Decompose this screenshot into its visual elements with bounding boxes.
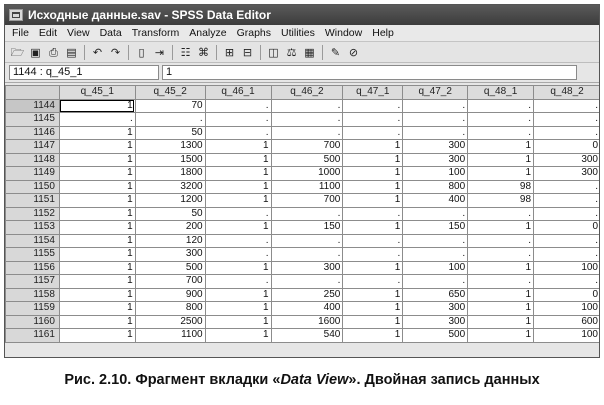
- menu-item-file[interactable]: File: [12, 27, 29, 39]
- table-row: [6, 113, 601, 127]
- data-cell[interactable]: .: [534, 113, 600, 127]
- data-cell[interactable]: 700: [271, 140, 343, 154]
- data-cell[interactable]: 1: [59, 153, 135, 167]
- data-cell[interactable]: 1: [343, 180, 403, 194]
- data-cell[interactable]: .: [468, 207, 534, 221]
- weight-cases-icon[interactable]: ⚖: [286, 45, 297, 59]
- data-cell[interactable]: 100: [403, 167, 468, 181]
- data-cell[interactable]: 1: [205, 140, 271, 154]
- data-cell[interactable]: 700: [135, 275, 205, 289]
- data-cell[interactable]: .: [343, 234, 403, 248]
- value-labels-icon[interactable]: ✎: [330, 45, 341, 59]
- dialog-recall-icon[interactable]: ▤: [66, 45, 77, 59]
- data-cell[interactable]: 500: [135, 261, 205, 275]
- data-cell[interactable]: 1300: [135, 140, 205, 154]
- table-row: [6, 140, 601, 154]
- data-cell[interactable]: 300: [403, 315, 468, 329]
- column-header-q-47-1[interactable]: q_47_1: [343, 86, 403, 100]
- data-cell[interactable]: 2500: [135, 315, 205, 329]
- data-cell[interactable]: 1: [205, 180, 271, 194]
- data-cell[interactable]: 250: [271, 288, 343, 302]
- data-cell[interactable]: 650: [403, 288, 468, 302]
- caption-suffix: ». Двойная запись данных: [348, 372, 540, 388]
- data-cell[interactable]: .: [343, 113, 403, 127]
- data-cell[interactable]: 120: [135, 234, 205, 248]
- data-cell[interactable]: 1: [468, 221, 534, 235]
- data-cell[interactable]: 1: [59, 99, 135, 113]
- data-cell[interactable]: .: [468, 126, 534, 140]
- data-cell[interactable]: 1: [205, 221, 271, 235]
- data-cell[interactable]: 500: [403, 329, 468, 343]
- data-cell[interactable]: 1: [59, 234, 135, 248]
- data-cell[interactable]: .: [468, 234, 534, 248]
- data-cell[interactable]: 1: [343, 302, 403, 316]
- row-number-cell[interactable]: 1146: [6, 126, 60, 140]
- data-cell[interactable]: .: [403, 207, 468, 221]
- row-number-cell[interactable]: 1144: [6, 99, 60, 113]
- find-icon[interactable]: ⌘: [198, 45, 209, 59]
- column-header-q-48-1[interactable]: q_48_1: [468, 86, 534, 100]
- data-cell[interactable]: 3200: [135, 180, 205, 194]
- data-cell[interactable]: 1500: [135, 153, 205, 167]
- select-cases-icon[interactable]: ▦: [304, 45, 315, 59]
- data-cell[interactable]: 98: [468, 180, 534, 194]
- save-icon[interactable]: ▣: [30, 45, 41, 59]
- data-cell[interactable]: .: [205, 113, 271, 127]
- data-cell[interactable]: 1: [468, 329, 534, 343]
- data-cell[interactable]: .: [271, 248, 343, 262]
- data-cell[interactable]: 98: [468, 194, 534, 208]
- data-cell[interactable]: 1: [205, 329, 271, 343]
- data-cell[interactable]: 1: [205, 261, 271, 275]
- column-header-q-46-1[interactable]: q_46_1: [205, 86, 271, 100]
- data-cell[interactable]: 1: [59, 167, 135, 181]
- data-cell[interactable]: 0: [534, 140, 600, 154]
- data-cell[interactable]: .: [271, 113, 343, 127]
- row-number-cell[interactable]: 1159: [6, 302, 60, 316]
- data-cell[interactable]: 1: [59, 180, 135, 194]
- row-number-cell[interactable]: 1152: [6, 207, 60, 221]
- menu-item-window[interactable]: Window: [324, 27, 363, 39]
- data-cell[interactable]: 1: [59, 140, 135, 154]
- data-cell[interactable]: .: [403, 275, 468, 289]
- row-number-cell[interactable]: 1158: [6, 288, 60, 302]
- data-cell[interactable]: 540: [271, 329, 343, 343]
- data-cell[interactable]: 1: [468, 140, 534, 154]
- data-cell[interactable]: .: [343, 126, 403, 140]
- spss-data-editor-window: [4, 4, 600, 358]
- data-cell[interactable]: 1100: [135, 329, 205, 343]
- split-file-icon[interactable]: ◫: [268, 45, 279, 59]
- row-number-cell[interactable]: 1149: [6, 167, 60, 181]
- toolbar-separator: [260, 45, 261, 60]
- data-cell[interactable]: 0: [534, 288, 600, 302]
- data-cell[interactable]: .: [271, 126, 343, 140]
- table-row: [6, 234, 601, 248]
- data-cell[interactable]: 1: [343, 153, 403, 167]
- table-row: [6, 180, 601, 194]
- menu-item-transform[interactable]: Transform: [131, 27, 180, 39]
- use-sets-icon[interactable]: ⊘: [348, 45, 359, 59]
- column-header-q-46-2[interactable]: q_46_2: [271, 86, 343, 100]
- open-icon[interactable]: 🗁: [10, 45, 25, 59]
- menu-item-utilities[interactable]: Utilities: [281, 27, 315, 39]
- data-cell[interactable]: .: [205, 99, 271, 113]
- data-cell[interactable]: 1: [343, 315, 403, 329]
- data-cell[interactable]: .: [403, 234, 468, 248]
- table-row: [6, 261, 601, 275]
- data-cell[interactable]: 150: [403, 221, 468, 235]
- data-cell[interactable]: .: [403, 113, 468, 127]
- insert-variable-icon[interactable]: ⊟: [242, 45, 253, 59]
- data-cell[interactable]: 1: [59, 261, 135, 275]
- data-grid-container: [5, 85, 600, 343]
- data-cell[interactable]: 1: [59, 194, 135, 208]
- data-cell[interactable]: .: [534, 126, 600, 140]
- data-cell[interactable]: 100: [534, 329, 600, 343]
- cell-editor-bar: [5, 63, 599, 83]
- data-cell[interactable]: 1: [343, 261, 403, 275]
- window-title: Исходные данные.sav - SPSS Data Editor: [28, 8, 271, 22]
- data-cell[interactable]: 300: [403, 153, 468, 167]
- data-cell[interactable]: 300: [403, 302, 468, 316]
- undo-icon[interactable]: ↶: [92, 45, 103, 59]
- data-cell[interactable]: .: [271, 234, 343, 248]
- data-cell[interactable]: 1: [468, 315, 534, 329]
- table-row: [6, 315, 601, 329]
- data-cell[interactable]: 1100: [271, 180, 343, 194]
- data-cell[interactable]: 1: [59, 126, 135, 140]
- data-cell[interactable]: .: [403, 99, 468, 113]
- data-cell[interactable]: .: [343, 275, 403, 289]
- data-cell[interactable]: 1000: [271, 167, 343, 181]
- menu-item-graphs[interactable]: Graphs: [236, 27, 272, 39]
- row-number-cell[interactable]: 1151: [6, 194, 60, 208]
- data-cell[interactable]: 1: [59, 329, 135, 343]
- toolbar-separator: [322, 45, 323, 60]
- data-cell[interactable]: .: [205, 234, 271, 248]
- data-cell[interactable]: .: [534, 248, 600, 262]
- data-cell[interactable]: 300: [271, 261, 343, 275]
- data-cell[interactable]: 1: [343, 194, 403, 208]
- table-row: [6, 99, 601, 113]
- row-number-cell[interactable]: 1145: [6, 113, 60, 127]
- data-cell[interactable]: 700: [271, 194, 343, 208]
- menu-item-help[interactable]: Help: [372, 27, 394, 39]
- data-cell[interactable]: .: [271, 99, 343, 113]
- data-cell[interactable]: 1: [59, 275, 135, 289]
- data-cell[interactable]: 1: [468, 302, 534, 316]
- toolbar-separator: [128, 45, 129, 60]
- data-cell[interactable]: 1: [468, 288, 534, 302]
- data-cell[interactable]: .: [468, 99, 534, 113]
- data-cell[interactable]: .: [59, 113, 135, 127]
- data-cell[interactable]: 1: [468, 153, 534, 167]
- row-number-cell[interactable]: 1157: [6, 275, 60, 289]
- data-cell[interactable]: 1: [205, 315, 271, 329]
- goto-case-icon[interactable]: ⇥: [154, 45, 165, 59]
- data-cell[interactable]: 1: [343, 329, 403, 343]
- table-row: [6, 329, 601, 343]
- data-cell[interactable]: 1200: [135, 194, 205, 208]
- data-cell[interactable]: .: [205, 248, 271, 262]
- data-cell[interactable]: .: [403, 248, 468, 262]
- row-number-cell[interactable]: 1147: [6, 140, 60, 154]
- menu-bar: [5, 25, 599, 42]
- data-cell[interactable]: 300: [135, 248, 205, 262]
- table-row: [6, 126, 601, 140]
- table-row: [6, 248, 601, 262]
- row-number-cell[interactable]: 1148: [6, 153, 60, 167]
- data-cell[interactable]: 1: [59, 248, 135, 262]
- data-cell[interactable]: 1: [468, 261, 534, 275]
- data-cell[interactable]: 800: [403, 180, 468, 194]
- data-cell[interactable]: 0: [534, 221, 600, 235]
- figure-caption: [0, 372, 604, 388]
- data-cell[interactable]: 50: [135, 126, 205, 140]
- data-cell[interactable]: 900: [135, 288, 205, 302]
- data-cell[interactable]: .: [271, 275, 343, 289]
- redo-icon[interactable]: ↷: [110, 45, 121, 59]
- column-header-q-47-2[interactable]: q_47_2: [403, 86, 468, 100]
- table-row: [6, 167, 601, 181]
- data-cell[interactable]: .: [534, 194, 600, 208]
- row-number-cell[interactable]: 1160: [6, 315, 60, 329]
- data-cell[interactable]: 1: [59, 302, 135, 316]
- data-cell[interactable]: .: [534, 275, 600, 289]
- data-cell[interactable]: 1800: [135, 167, 205, 181]
- data-cell[interactable]: 1: [468, 167, 534, 181]
- goto-chart-icon[interactable]: ▯: [138, 45, 145, 59]
- row-number-cell[interactable]: 1161: [6, 329, 60, 343]
- table-row: [6, 207, 601, 221]
- data-cell[interactable]: 150: [271, 221, 343, 235]
- toolbar: [5, 42, 599, 63]
- column-header-q-48-2[interactable]: q_48_2: [534, 86, 600, 100]
- data-cell[interactable]: 100: [534, 302, 600, 316]
- toolbar-separator: [172, 45, 173, 60]
- table-row: [6, 194, 601, 208]
- data-cell[interactable]: 100: [534, 261, 600, 275]
- data-cell[interactable]: .: [403, 126, 468, 140]
- menu-item-edit[interactable]: Edit: [38, 27, 58, 39]
- insert-cases-icon[interactable]: ⊞: [224, 45, 235, 59]
- data-cell[interactable]: 300: [403, 140, 468, 154]
- toolbar-separator: [216, 45, 217, 60]
- data-cell[interactable]: 1: [59, 288, 135, 302]
- data-cell[interactable]: 100: [403, 261, 468, 275]
- data-cell[interactable]: 200: [135, 221, 205, 235]
- data-cell[interactable]: .: [343, 248, 403, 262]
- print-icon[interactable]: ⎙: [49, 45, 58, 59]
- data-cell[interactable]: .: [534, 99, 600, 113]
- data-cell[interactable]: 300: [534, 167, 600, 181]
- data-cell[interactable]: 1: [343, 140, 403, 154]
- caption-emphasis: Data View: [280, 372, 349, 388]
- data-cell[interactable]: 50: [135, 207, 205, 221]
- data-cell[interactable]: 1: [205, 288, 271, 302]
- caption-prefix: Рис. 2.10. Фрагмент вкладки «: [64, 372, 281, 388]
- data-cell[interactable]: .: [343, 207, 403, 221]
- row-number-cell[interactable]: 1154: [6, 234, 60, 248]
- data-cell[interactable]: 1: [205, 167, 271, 181]
- data-cell[interactable]: 1: [59, 207, 135, 221]
- data-cell[interactable]: 300: [534, 153, 600, 167]
- cell-reference-field[interactable]: 1144 : q_45_1: [9, 65, 159, 80]
- data-cell[interactable]: 70: [135, 99, 205, 113]
- column-header-q-45-1[interactable]: q_45_1: [59, 86, 135, 100]
- data-cell[interactable]: .: [343, 99, 403, 113]
- row-number-cell[interactable]: 1156: [6, 261, 60, 275]
- spss-app-icon: [9, 9, 23, 21]
- table-row: [6, 288, 601, 302]
- row-number-cell[interactable]: 1155: [6, 248, 60, 262]
- data-cell[interactable]: .: [534, 234, 600, 248]
- data-cell[interactable]: 800: [135, 302, 205, 316]
- menu-item-analyze[interactable]: Analyze: [189, 27, 227, 39]
- data-cell[interactable]: 1: [343, 167, 403, 181]
- data-cell[interactable]: 1: [205, 194, 271, 208]
- data-cell[interactable]: .: [534, 207, 600, 221]
- data-cell[interactable]: 1: [59, 221, 135, 235]
- data-cell[interactable]: 600: [534, 315, 600, 329]
- data-cell[interactable]: .: [205, 207, 271, 221]
- data-cell[interactable]: 500: [271, 153, 343, 167]
- data-cell[interactable]: .: [468, 275, 534, 289]
- variables-icon[interactable]: ☷: [180, 45, 191, 59]
- grid-corner-cell[interactable]: [6, 86, 60, 100]
- toolbar-separator: [84, 45, 85, 60]
- data-cell[interactable]: .: [205, 126, 271, 140]
- table-row: [6, 275, 601, 289]
- table-row: [6, 221, 601, 235]
- data-cell[interactable]: 400: [271, 302, 343, 316]
- data-cell[interactable]: 400: [403, 194, 468, 208]
- data-cell[interactable]: .: [135, 113, 205, 127]
- data-cell[interactable]: 1: [343, 288, 403, 302]
- table-row: [6, 302, 601, 316]
- data-cell[interactable]: 1: [59, 315, 135, 329]
- data-cell[interactable]: 1600: [271, 315, 343, 329]
- menu-item-data[interactable]: Data: [99, 27, 122, 39]
- table-row: [6, 153, 601, 167]
- cell-value-field[interactable]: 1: [162, 65, 577, 80]
- data-cell[interactable]: .: [468, 113, 534, 127]
- data-cell[interactable]: 1: [343, 221, 403, 235]
- title-bar: [5, 5, 599, 25]
- data-cell[interactable]: 1: [205, 153, 271, 167]
- data-cell[interactable]: .: [271, 207, 343, 221]
- row-number-cell[interactable]: 1150: [6, 180, 60, 194]
- menu-item-view[interactable]: View: [67, 27, 90, 39]
- data-cell[interactable]: .: [205, 275, 271, 289]
- data-cell[interactable]: .: [534, 180, 600, 194]
- data-grid: [5, 85, 600, 343]
- data-cell[interactable]: 1: [205, 302, 271, 316]
- data-cell[interactable]: .: [468, 248, 534, 262]
- column-header-q-45-2[interactable]: q_45_2: [135, 86, 205, 100]
- row-number-cell[interactable]: 1153: [6, 221, 60, 235]
